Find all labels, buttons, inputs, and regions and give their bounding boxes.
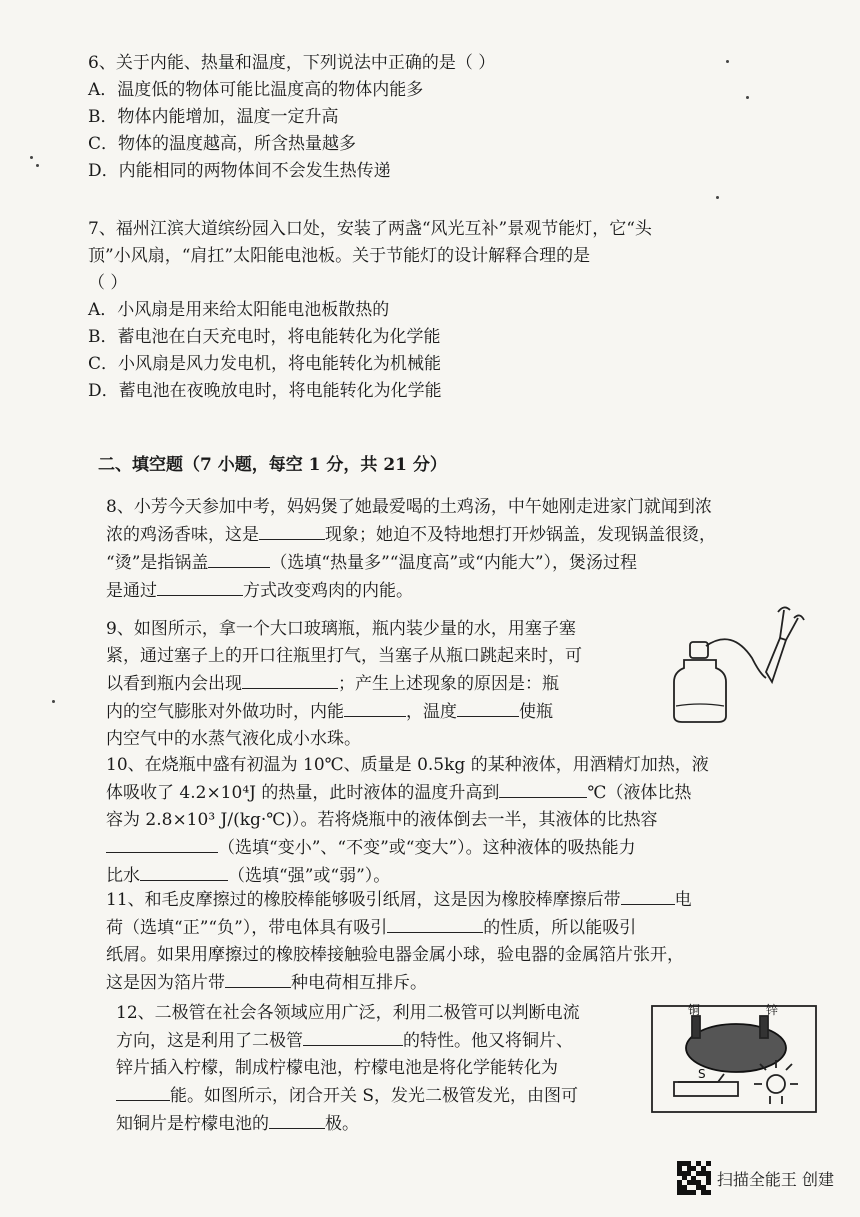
question-9-blank-1[interactable] [242,670,338,689]
question-8-line-2 [106,521,716,549]
question-12-text-2a: 方向，这是利用了二极管 [116,1031,303,1051]
question-8-line-1: 8、小芳今天参加中考，妈妈煲了她最爱喝的土鸡汤，中午她刚走进家门就闻到浓 [106,497,712,517]
question-12-line-3: 锌片插入柠檬，制成柠檬电池，柠檬电池是将化学能转化为 [116,1058,558,1078]
question-12-text-4b: 能。如图所示，闭合开关 S，发光二极管发光，由图可 [170,1086,579,1106]
watermark-text: 扫描全能王 创建 [716,1169,834,1189]
question-11-text-4b: 种电荷相互排斥。 [291,973,427,993]
question-10 [106,752,709,890]
section-2-heading: 二、填空题（7 小题，每空 1 分，共 21 分） [98,455,447,475]
question-11-line-1 [106,886,692,914]
question-12-line-5 [116,1110,580,1138]
question-11-blank-2[interactable] [387,914,483,933]
question-11-text-2b: 的性质，所以能吸引 [483,918,637,938]
question-11-blank-1[interactable] [621,886,675,905]
scan-speck [716,196,719,199]
question-6-stem: 6、关于内能、热量和温度，下列说法中正确的是（ ） [88,53,496,73]
question-10-text-5b: （选填“强”或“弱”）。 [228,866,391,886]
question-8-text-3b: （选填“热量多”“温度高”或“内能大”），煲汤过程 [270,553,638,573]
question-12-line-4 [116,1082,580,1110]
scanner-watermark [677,1161,834,1195]
question-9-text-3b: ；产生上述现象的原因是：瓶 [338,674,559,694]
question-12-blank-2[interactable] [116,1082,170,1101]
question-10-line-4 [106,834,709,862]
question-9-line-2: 紧，通过塞子上的开口往瓶里打气，当塞子从瓶口跳起来时，可 [106,646,582,666]
question-12-blank-3[interactable] [269,1110,325,1129]
question-7 [88,216,652,405]
question-8-text-2b: 现象；她迫不及特地想打开炒锅盖，发现锅盖很烫， [325,525,716,545]
question-12-text-5a: 知铜片是柠檬电池的 [116,1114,269,1134]
question-6-option-a: A．温度低的物体可能比温度高的物体内能多 [88,80,424,100]
scan-speck [52,700,55,703]
scan-speck [30,156,33,159]
question-11-line-4 [106,969,692,997]
question-10-blank-3[interactable] [140,862,228,881]
question-9-blank-2[interactable] [344,698,406,717]
question-9-line-1: 9、如图所示，拿一个大口玻璃瓶，瓶内装少量的水，用塞子塞 [106,619,576,639]
question-12-line-1: 12、二极管在社会各领域应用广泛，利用二极管可以判断电流 [116,1003,580,1023]
scan-speck [36,164,39,167]
question-9-line-3 [106,670,582,698]
question-9-text-4a: 内的空气膨胀对外做功时，内能 [106,702,344,722]
question-8 [106,494,716,605]
scan-speck [726,60,729,63]
question-10-line-3: 容为 2.8×10³ J/(kg·℃)）。若将烧瓶中的液体倒去一半，其液体的比热容 [106,810,658,830]
question-10-blank-2[interactable] [106,834,218,853]
question-12-line-2 [116,1027,580,1055]
question-6-option-d: D．内能相同的两物体间不会发生热传递 [88,161,391,181]
copper-label: 铜 [688,1003,701,1017]
question-11-blank-3[interactable] [225,969,291,988]
question-12 [116,1000,580,1138]
question-6 [88,50,495,185]
scan-speck [746,96,749,99]
question-10-text-2b: ℃（液体比热 [587,783,692,803]
qr-code-icon [677,1161,711,1195]
question-9 [106,616,582,753]
question-8-blank-3[interactable] [157,577,243,596]
question-12-text-2b: 的特性。他又将铜片、 [403,1031,573,1051]
question-7-stem-line-1: 7、福州江滨大道缤纷园入口处，安装了两盏“风光互补”景观节能灯，它“头 [88,219,652,239]
question-7-option-c: C．小风扇是风力发电机，将电能转化为机械能 [88,354,442,374]
question-6-option-b: B．物体内能增加，温度一定升高 [88,107,339,127]
question-10-text-4b: （选填“变小”、“不变”或“变大”）。这种液体的吸热能力 [218,838,636,858]
question-9-text-4c: 使瓶 [519,702,553,722]
question-7-option-d: D．蓄电池在夜晚放电时，将电能转化为化学能 [88,381,442,401]
question-8-line-4 [106,577,716,605]
question-7-stem-line-2: 顶”小风扇，“肩扛”太阳能电池板。关于节能灯的设计解释合理的是 [88,246,591,266]
question-10-text-2a: 体吸收了 4.2×10⁴J 的热量，此时液体的温度升高到 [106,783,500,803]
question-11-text-1a: 11、和毛皮摩擦过的橡胶棒能够吸引纸屑，这是因为橡胶棒摩擦后带 [106,890,621,910]
question-10-text-5a: 比水 [106,866,140,886]
question-9-line-4 [106,698,582,726]
question-9-text-3a: 以看到瓶内会出现 [106,674,242,694]
bottle-pump-figure [662,598,808,728]
question-7-option-a: A．小风扇是用来给太阳能电池板散热的 [88,300,390,320]
question-11-text-4a: 这是因为箔片带 [106,973,225,993]
question-11 [106,886,692,997]
question-11-text-2a: 荷（选填“正”“负”），带电体具有吸引 [106,918,388,938]
question-9-line-5: 内空气中的水蒸气液化成小水珠。 [106,729,361,749]
question-10-blank-1[interactable] [499,779,587,798]
question-10-line-2 [106,779,709,807]
question-7-answer-paren: （ ） [88,273,128,293]
question-9-blank-3[interactable] [457,698,519,717]
switch-label: S [698,1067,706,1081]
question-10-line-1: 10、在烧瓶中盛有初温为 10℃、质量是 0.5kg 的某种液体，用酒精灯加热，液 [106,755,709,775]
question-8-blank-2[interactable] [208,549,270,568]
question-6-option-c: C．物体的温度越高，所含热量越多 [88,134,357,154]
question-8-text-3a: “烫”是指锅盖 [106,553,209,573]
question-11-text-1b: 电 [674,890,692,910]
question-11-line-2 [106,914,692,942]
question-12-text-5b: 极。 [325,1114,359,1134]
question-8-text-2a: 浓的鸡汤香味，这是 [106,525,259,545]
question-11-line-3: 纸屑。如果用摩擦过的橡胶棒接触验电器金属小球，验电器的金属箔片张开， [106,945,684,965]
question-9-text-4b: ，温度 [406,702,457,722]
question-8-blank-1[interactable] [259,521,325,540]
question-8-text-4b: 方式改变鸡肉的内能。 [243,581,413,601]
zinc-label: 锌 [766,1003,779,1017]
question-7-option-b: B．蓄电池在白天充电时，将电能转化为化学能 [88,327,441,347]
lemon-battery-figure [648,1000,820,1116]
question-12-blank-1[interactable] [303,1027,403,1046]
question-8-text-4a: 是通过 [106,581,157,601]
question-8-line-3 [106,549,716,577]
